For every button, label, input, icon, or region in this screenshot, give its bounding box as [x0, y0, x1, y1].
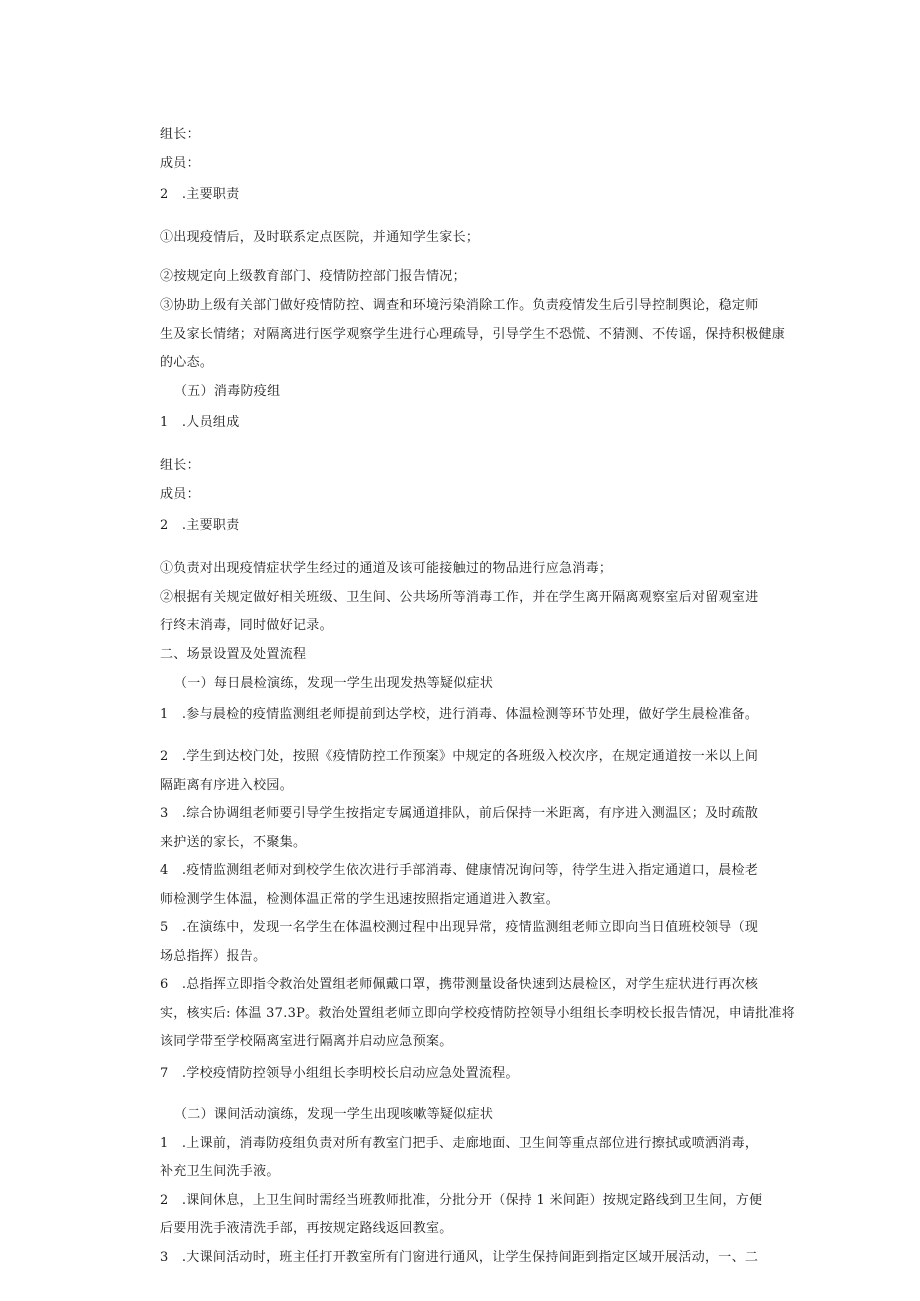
text-line: 补充卫生间洗手液。	[160, 1164, 280, 1179]
text-line: 的心态。	[160, 355, 214, 370]
text-line: 7 .学校疫情防控领导小组组长李明校长启动应急处置流程。	[160, 1066, 519, 1081]
text-line: 实，核实后: 体温 37.3P。救治处置组老师立即向学校疫情防控领导小组组长李明校长报告情况，申请批准将	[160, 1006, 795, 1021]
text-line: ②根据有关规定做好相关班级、卫生间、公共场所等消毒工作，并在学生离开隔离观察室后对留观室进	[160, 590, 759, 605]
text-line: 5 .在演练中，发现一名学生在体温校测过程中出现异常，疫情监测组老师立即向当日值班校领导（现	[160, 920, 759, 935]
text-line: 场总指挥）报告。	[160, 949, 267, 964]
text-line: 组长：	[160, 458, 200, 473]
text-line: 后要用洗手液清洗手部，再按规定路线返回教室。	[160, 1221, 453, 1236]
text-line: 成员：	[160, 487, 200, 502]
text-line: 成员：	[160, 156, 200, 171]
text-line: 4 .疫情监测组老师对到校学生依次进行手部消毒、健康情况询问等，待学生进入指定通道口，晨检老	[160, 863, 759, 878]
text-line: 2 .学生到达校门处，按照《疫情防控工作预案》中规定的各班级入校次序，在规定通道按一米以上间	[160, 749, 759, 764]
text-line: 3 .大课间活动时，班主任打开教室所有门窗进行通风，让学生保持间距到指定区域开展活动，一、二	[160, 1250, 759, 1265]
text-line: 隔距离有序进入校园。	[160, 778, 294, 793]
text-line: ①出现疫情后，及时联系定点医院，并通知学生家长；	[160, 230, 480, 245]
section-heading: （五）消毒防疫组	[174, 384, 281, 399]
text-line: 师检测学生体温，检测体温正常的学生迅速按照指定通道进入教室。	[160, 892, 560, 907]
text-line: ①负责对出现疫情症状学生经过的通道及该可能接触过的物品进行应急消毒；	[160, 561, 613, 576]
chapter-heading: 二、场景设置及处置流程	[160, 647, 307, 662]
section-heading: （二）课间活动演练，发现一学生出现咳嗽等疑似症状	[174, 1107, 494, 1122]
text-line: 行终末消毒，同时做好记录。	[160, 618, 333, 633]
text-line: 来护送的家长，不聚集。	[160, 835, 307, 850]
text-line: ③协助上级有关部门做好疫情防控、调查和环境污染消除工作。负责疫情发生后引导控制舆论，稳定师	[160, 298, 759, 313]
text-line: 1 .人员组成	[160, 415, 240, 430]
text-line: 组长：	[160, 127, 200, 142]
section-heading: （一）每日晨检演练，发现一学生出现发热等疑似症状	[174, 676, 494, 691]
text-line: 2 .主要职责	[160, 518, 240, 533]
text-line: 6 .总指挥立即指令救治处置组老师佩戴口罩，携带测量设备快速到达晨检区，对学生症状进行再次核	[160, 977, 759, 992]
text-line: ②按规定向上级教育部门、疫情防控部门报告情况；	[160, 269, 466, 284]
text-line: 1 .上课前，消毒防疫组负责对所有教室门把手、走廊地面、卫生间等重点部位进行擦拭或喷洒消毒，	[160, 1136, 759, 1151]
text-line: 1 .参与晨检的疫情监测组老师提前到达学校，进行消毒、体温检测等环节处理，做好学生晨检准备。	[160, 707, 759, 722]
text-line: 2 .主要职责	[160, 187, 240, 202]
text-line: 2 .课间休息，上卫生间时需经当班教师批准，分批分开（保持 1 米间距）按规定路线到卫生间，方便	[160, 1193, 763, 1208]
text-line: 生及家长情绪；对隔离进行医学观察学生进行心理疏导，引导学生不恐慌、不猜测、不传谣，保持积极健康	[160, 327, 786, 342]
text-line: 该同学带至学校隔离室进行隔离并启动应急预案。	[160, 1034, 453, 1049]
text-line: 3 .综合协调组老师要引导学生按指定专属通道排队，前后保持一米距离，有序进入测温区；及时疏散	[160, 806, 759, 821]
